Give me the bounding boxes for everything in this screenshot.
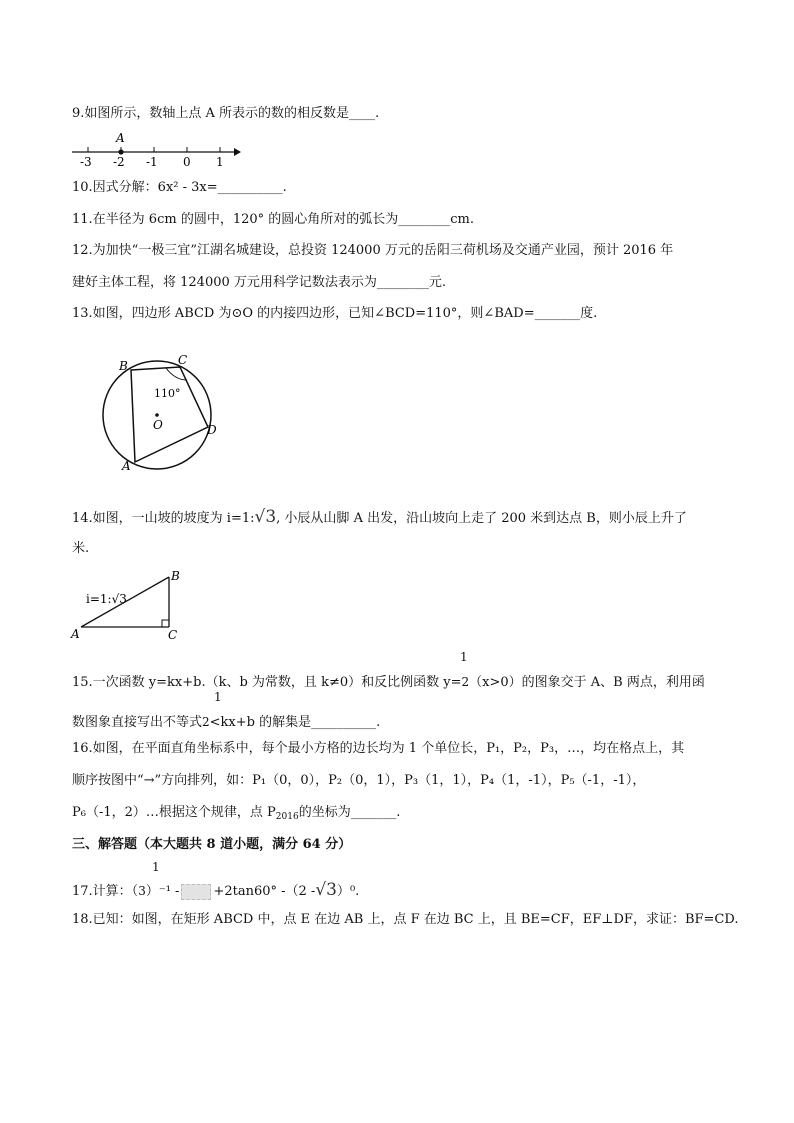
tick-label: -1 [146,155,158,169]
label-b: B [171,569,180,583]
q18-text: 18.已知：如图，在矩形 ABCD 中，点 E 在边 AB 上，点 F 在边 BC 上，且 BE=CF，EF⊥DF，求证：BF=CD. [72,912,739,927]
q15-line1-b: （x>0）的图象交于 A、B 两点，利用函 [469,675,705,690]
q15-line1 [72,672,705,693]
quadrilateral-abcd [131,367,208,462]
q16-line2: 顺序按图中“→”方向排列，如：P₁（0，0），P₂（0，1），P₃（1，1），P₄（1，-1），P₅（-1，-1）， [72,773,646,788]
q14-text-b: , 小辰从山脚 A 出发，沿山坡向上走了 200 米到达点 B，则小辰上升了 [276,511,687,526]
tick-label: -2 [113,155,125,169]
tick-label: 1 [216,155,224,169]
section3-heading: 三、解答题（本大题共 8 道小题，满分 64 分） [72,837,352,852]
label-a: A [122,459,131,473]
angle-label: 110° [154,387,181,400]
q17-line [72,880,359,902]
label-c: C [178,353,188,367]
q14-slope-figure [70,566,190,642]
q15-frac-den-2: 2 [202,715,210,729]
q16-line3-b: 的坐标为_______. [298,805,401,820]
center-dot [155,413,159,417]
q15-line2-a: 数图象直接写出不等式 [72,715,203,730]
q9-text: 9.如图所示，数轴上点 A 所表示的数的相反数是____. [72,106,380,121]
q14-sqrt: √3 [254,507,277,527]
label-a: A [71,627,80,641]
q12-line1: 12.为加快“一极三宜”江湖名城建设，总投资 124000 万元的岳阳三荷机场及交通产业园，预计 2016 年 [72,243,674,258]
q15-frac-num-1: 1 [460,650,468,664]
q12-line2: 建好主体工程，将 124000 万元用科学记数法表示为________元. [72,275,447,290]
q14-line1 [72,507,687,529]
q16-line1: 16.如图，在平面直角坐标系中，每个最小方格的边长均为 1 个单位长，P₁，P₂，P₃，…，均在格点上，其 [72,741,685,756]
q9-number-line [70,130,242,170]
q15-frac-den-1: 2 [461,675,470,689]
q16-line3-sub: 2016 [275,812,299,822]
q11-text: 11.在半径为 6cm 的圆中，120° 的圆心角所对的弧长为________cm. [72,212,475,227]
right-angle-mark [162,620,169,627]
label-o: O [153,418,163,432]
q17-sqrt: √3 [315,880,337,900]
label-b: B [119,359,128,373]
q16-line3-a: P₆（-1，2）…根据这个规律，点 P [72,805,276,820]
number-line-arrow [234,148,241,156]
q17-frac-num: 1 [152,860,160,874]
label-d: D [207,423,217,437]
q15-line1-a: 15.一次函数 y=kx+b.（k、b 为常数，且 k≠0）和反比例函数 y= [72,675,462,690]
tick-label: 0 [183,155,191,169]
q16-line3 [72,803,400,827]
q17-text-b: ）⁻¹ - [145,884,180,899]
q14-text-a: 14.如图，一山坡的坡度为 i=1: [72,511,255,526]
q15-line2-b: <kx+b 的解集是__________. [209,715,381,730]
q13-text: 13.如图，四边形 ABCD 为⊙O 的内接四边形，已知∠BCD=110°，则∠BAD=_______度. [72,306,598,321]
q15-frac-num-2: 1 [214,690,222,704]
q14-line2: 米. [72,541,90,556]
q17-text-a: 17.计算：（ [72,884,139,899]
q17-text-d: ）⁰. [336,884,360,899]
q15-line2 [72,712,380,733]
q17-broken-image [181,884,211,900]
label-c: C [168,628,178,642]
q10-text: 10.因式分解：6x² - 3x=__________. [72,180,287,195]
q13-circle-figure [98,352,228,477]
q17-text-c: +2tan60° -（2 - [213,884,316,899]
slope-label: i=1:√3 [86,592,127,606]
point-a-label: A [116,131,125,145]
point-a-dot [118,149,123,154]
q17-frac-den: 3 [138,884,146,898]
tick-label: -3 [80,155,92,169]
